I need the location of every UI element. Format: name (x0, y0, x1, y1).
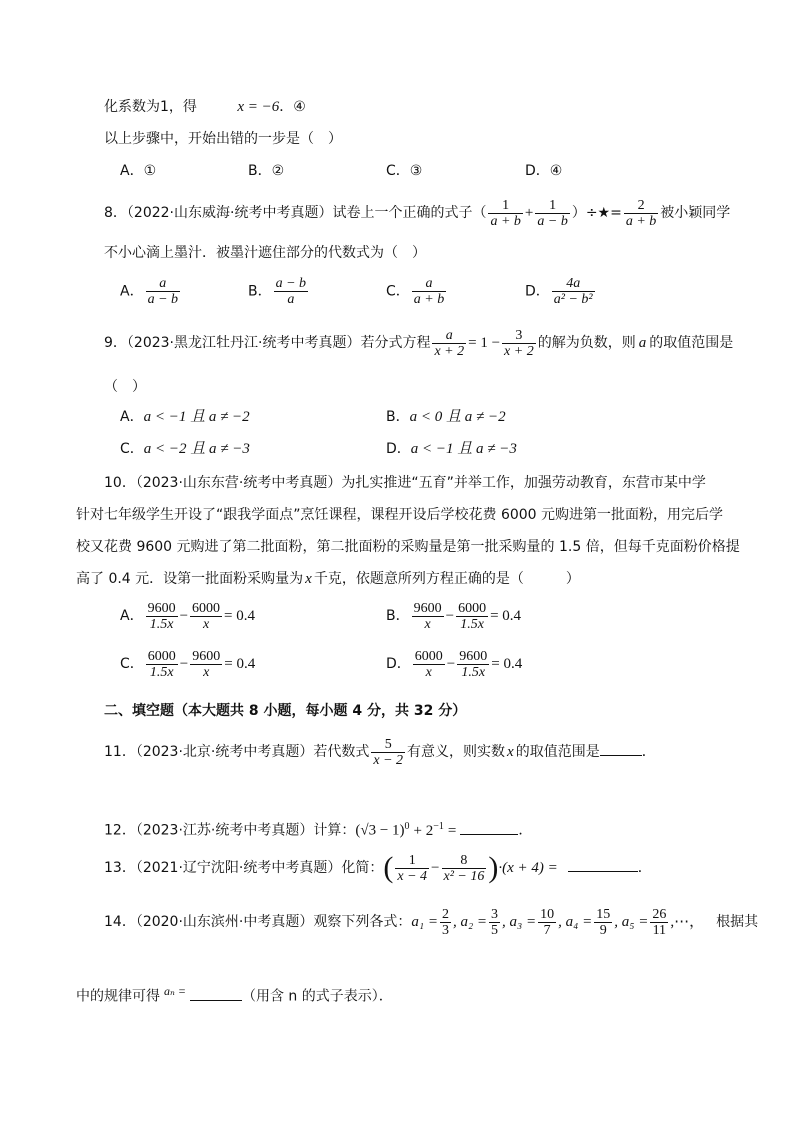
q10-b-n1: 9600 (413, 600, 442, 616)
q10-option-b-frac-1 (412, 601, 444, 632)
q11-frac (371, 737, 405, 768)
q9-frac-1-den: x + 2 (434, 343, 465, 359)
q8-option-b-den: a (274, 291, 308, 307)
section-heading: 二、填空题（本大题共 8 小题，每小题 4 分，共 32 分） (104, 703, 467, 719)
q13-end: ． (637, 860, 652, 876)
q8-text-b: ）÷★= (571, 205, 622, 221)
q13-frac-1 (395, 853, 429, 884)
q14-text-b: 根据其 (716, 914, 759, 930)
q14-term-1-num: 2 (441, 906, 449, 922)
q10-line3: 校又花费 9600 元购进了第二批面粉，第二批面粉的采购量是第一批采购量的 1.5 倍，但每千克面粉价格提 (76, 539, 740, 555)
q9-frac-1 (432, 328, 466, 359)
q8-option-a-frac (146, 276, 180, 307)
q13-number: 13． (104, 860, 136, 876)
option-d[interactable]: D．④ (525, 163, 563, 179)
q9-eq: = 1 − (468, 335, 501, 351)
q13-frac-2 (442, 853, 487, 884)
q13-minus: − (431, 860, 440, 876)
q10-option-d-frac-2 (457, 649, 489, 680)
q8-option-c-num: a (425, 276, 433, 291)
q11-end: ． (641, 744, 656, 760)
q14-term-2-num: 3 (491, 906, 499, 922)
q14-term-5-lhs: , a₅ = (614, 914, 649, 930)
q8-frac-1-num: 1 (502, 197, 510, 213)
question-prompt: 以上步骤中，开始出错的一步是（ ） (104, 131, 342, 147)
q9-option-b-math: a < 0 且 a ≠ −2 (409, 409, 506, 425)
q10-text-1: （2023·山东东营·统考中考真题）为扎实推进“五育”并举工作，加强劳动教育，东营市某中学 (135, 475, 706, 491)
q13-frac-2-num: 8 (460, 852, 468, 868)
q14-term-4 (594, 907, 612, 938)
q8-option-c[interactable] (386, 276, 448, 307)
q8-option-a-num: a (159, 276, 167, 291)
q10-option-a-label: A． (120, 608, 144, 624)
q14-number: 14． (104, 914, 136, 930)
q9-frac-2 (502, 328, 536, 359)
q14-answer-blank[interactable] (190, 986, 242, 1001)
q10-c-rhs: = 0.4 (224, 656, 256, 672)
q8-source: （2022·山东威海·统考中考真题） (126, 205, 333, 221)
q8-option-c-frac (412, 276, 446, 307)
q10-option-b[interactable]: B． $\frac{9600}{x}$ − $\frac{6000}{1.5x}$ = 0.4 (386, 600, 522, 632)
q14-term-5 (650, 907, 668, 938)
q8-plus: + (524, 205, 534, 221)
q12-answer-blank[interactable] (460, 820, 518, 835)
q8-option-d-num: 4a (566, 276, 581, 291)
q13-tail: ·(x + 4) = (498, 860, 558, 876)
q14-term-1-den: 3 (441, 922, 449, 938)
q14-line2 (76, 976, 393, 1012)
q14-term-4-den: 9 (594, 922, 612, 938)
q8-option-b-frac (274, 276, 308, 307)
q8-line2: 不小心滴上墨汁．被墨汁遮住部分的代数式为（ ） (104, 245, 426, 261)
q12-text-a: （2023·江苏·统考中考真题）计算： (135, 822, 356, 839)
q9-option-d-math: a < −1 且 a ≠ −3 (410, 441, 517, 457)
q9-option-a-math: a < −1 且 a ≠ −2 (143, 409, 250, 425)
q9-option-d[interactable] (386, 440, 517, 458)
q8-frac-3 (624, 198, 658, 229)
q12-eq: = (447, 822, 457, 839)
q8-option-a[interactable] (120, 276, 182, 307)
q10-line4-a: 高了 0.4 元．设第一批面粉采购量为 (76, 571, 304, 587)
q8-option-b[interactable] (248, 276, 310, 307)
q9-frac-2-num: 3 (515, 327, 523, 343)
q9-text-b: 的解为负数，则 (537, 335, 636, 351)
q9-option-b[interactable] (386, 408, 506, 426)
q11-stem (104, 734, 656, 770)
q10-option-c-frac-2 (190, 649, 222, 680)
q9-stem (104, 326, 733, 360)
q10-option-b-label: B． (386, 608, 410, 624)
q10-a-d2: x (190, 616, 222, 632)
q9-text-c: 的取值范围是 (649, 335, 734, 351)
q13-paren-open: ( (383, 851, 394, 884)
q9-var: a (638, 335, 647, 351)
q10-option-d[interactable]: D． $\frac{6000}{x}$ − $\frac{9600}{1.5x}$ = 0.4 (386, 648, 523, 680)
q10-option-a-frac-1 (146, 601, 178, 632)
q10-a-rhs: = 0.4 (224, 608, 256, 624)
q14-dots: ,⋯， (670, 914, 705, 930)
q10-b-n2: 6000 (458, 600, 487, 616)
step-end: ．④ (279, 99, 306, 115)
q8-frac-3-num: 2 (637, 197, 645, 213)
q12-expr-b: + 2 (413, 822, 434, 839)
q10-line2: 针对七年级学生开设了“跟我学面点”烹饪课程，课程开设后学校花费 6000 元购进第一批面粉，用完后学 (76, 507, 724, 523)
q10-a-d1: 1.5x (146, 616, 178, 632)
q8-frac-1-den: a + b (490, 213, 521, 229)
q12-exp0: 0 (404, 821, 410, 832)
q14-term-2-lhs: , a₂ = (452, 914, 488, 930)
q12-stem (104, 818, 532, 840)
q10-c-n2: 9600 (192, 648, 221, 664)
q11-var: x (507, 744, 514, 760)
q11-text-a: （2023·北京·统考中考真题）若代数式 (135, 744, 370, 760)
q12-number: 12． (104, 822, 136, 839)
q14-stem (104, 902, 758, 942)
q10-c-n1: 6000 (147, 648, 176, 664)
q10-c-d2: x (190, 664, 222, 680)
q10-option-d-label: D． (386, 656, 411, 672)
q8-text-a: 试卷上一个正确的式子（ (332, 205, 487, 221)
q14-term-5-den: 11 (650, 922, 668, 938)
q10-line4-b: 千克，依题意所列方程正确的是（ ） (313, 571, 580, 587)
q13-stem (104, 844, 652, 892)
q14-line2-b: （用含 n 的式子表示）． (241, 988, 393, 1005)
q14-term-1 (440, 907, 451, 938)
q8-option-d-den: a² − b² (553, 292, 593, 307)
q8-option-a-den: a − b (147, 292, 179, 307)
q9-source: （2023·黑龙江牡丹江·统考中考真题） (126, 335, 361, 351)
option-a[interactable]: A．① (120, 163, 157, 179)
q10-number: 10． (104, 475, 136, 491)
q14-term-4-num: 15 (596, 906, 611, 922)
q10-d-d1: x (413, 664, 445, 680)
q8-option-d-label: D． (525, 283, 550, 300)
q8-frac-2-den: a − b (537, 213, 568, 229)
q8-frac-2 (535, 198, 569, 229)
q12-end: ． (518, 822, 533, 839)
q14-term-3-num: 10 (540, 906, 555, 922)
q11-text-c: 的取值范围是 (515, 744, 600, 760)
q14-text-a: （2020·山东滨州·中考真题）观察下列各式： (135, 914, 412, 930)
q13-frac-2-den: x² − 16 (443, 868, 485, 884)
q8-frac-1 (488, 198, 522, 229)
q10-d-n1: 6000 (414, 648, 443, 664)
q9-line2: （ ） (104, 379, 146, 395)
q13-answer-blank[interactable] (568, 857, 638, 872)
q8-option-d-frac (552, 276, 595, 307)
option-b[interactable]: B．② (248, 163, 285, 179)
q11-answer-blank[interactable] (600, 741, 642, 756)
q9-option-d-label: D． (386, 441, 411, 457)
q8-option-c-den: a + b (413, 292, 445, 307)
q14-an: aₙ = (164, 984, 186, 998)
q10-a-n2: 6000 (192, 600, 221, 616)
q11-number: 11． (104, 744, 136, 760)
q8-text-c: 被小颖同学 (660, 205, 731, 221)
q12-exp1: −1 (433, 821, 444, 832)
q11-text-b: 有意义，则实数 (407, 744, 506, 760)
q9-text-a: 若分式方程 (360, 335, 431, 351)
q11-frac-den: x − 2 (373, 752, 404, 768)
q10-option-c-frac-1 (146, 649, 178, 680)
q10-option-c-label: C． (120, 656, 144, 672)
step-line (104, 98, 306, 116)
q9-frac-2-den: x + 2 (504, 343, 534, 359)
q10-b-rhs: = 0.4 (490, 608, 522, 624)
step-math: x = −6 (237, 99, 280, 115)
q9-option-a-label: A． (120, 409, 144, 425)
q14-term-3 (538, 907, 556, 938)
q8-number: 8． (104, 205, 127, 221)
step-text: 化系数为1，得 (104, 99, 197, 115)
q10-option-b-frac-2 (456, 601, 488, 632)
q12-expr-a: (√3 − 1) (355, 822, 405, 839)
q9-option-c-label: C． (120, 441, 144, 457)
q9-frac-1-num: a (445, 327, 453, 343)
q10-option-a[interactable]: A． $\frac{9600}{1.5x}$ − $\frac{6000}{x}$ = 0.4 (120, 600, 256, 632)
q10-line4 (76, 570, 580, 588)
q14-term-3-den: 7 (538, 922, 556, 938)
q10-c-d1: 1.5x (146, 664, 178, 680)
q11-frac-num: 5 (384, 736, 392, 752)
q9-option-a[interactable] (120, 408, 250, 426)
q14-line2-a: 中的规律可得 (76, 988, 160, 1005)
q8-option-b-label: B． (248, 283, 272, 300)
q10-option-c[interactable]: C． $\frac{6000}{1.5x}$ − $\frac{9600}{x}$ = 0.4 (120, 648, 256, 680)
q10-option-d-frac-1 (413, 649, 445, 680)
q9-option-c[interactable] (120, 440, 250, 458)
q8-option-b-num: a − b (275, 276, 307, 291)
q14-term-3-lhs: , a₃ = (502, 914, 537, 930)
option-c[interactable]: C．③ (386, 163, 423, 179)
q13-text-a: （2021·辽宁沈阳·统考中考真题）化简： (135, 860, 384, 876)
q10-var: x (305, 571, 312, 587)
q10-d-rhs: = 0.4 (491, 656, 523, 672)
q14-term-1-lhs: a₁ = (411, 914, 438, 930)
q13-paren-close: ) (488, 851, 499, 884)
q8-option-d[interactable] (525, 276, 597, 307)
q9-number: 9． (104, 335, 127, 351)
q13-frac-1-den: x − 4 (397, 868, 428, 884)
q8-stem (104, 196, 730, 230)
q14-term-4-lhs: , a₄ = (558, 914, 593, 930)
q10-b-d1: x (412, 616, 444, 632)
q8-option-a-label: A． (120, 283, 144, 300)
q13-frac-1-num: 1 (408, 852, 416, 868)
q10-d-n2: 9600 (459, 648, 488, 664)
q8-option-c-label: C． (386, 283, 410, 300)
q10-option-a-frac-2 (190, 601, 222, 632)
q10-line1 (104, 474, 706, 492)
q8-frac-3-den: a + b (625, 213, 657, 229)
q8-frac-2-num: 1 (549, 197, 557, 213)
q10-a-n1: 9600 (147, 600, 176, 616)
q14-term-5-num: 26 (652, 906, 667, 922)
q14-term-2 (489, 907, 500, 938)
q10-b-d2: 1.5x (456, 616, 488, 632)
q10-d-d2: 1.5x (457, 664, 489, 680)
q9-option-b-label: B． (386, 409, 410, 425)
q9-option-c-math: a < −2 且 a ≠ −3 (143, 441, 250, 457)
q14-term-2-den: 5 (491, 922, 499, 938)
